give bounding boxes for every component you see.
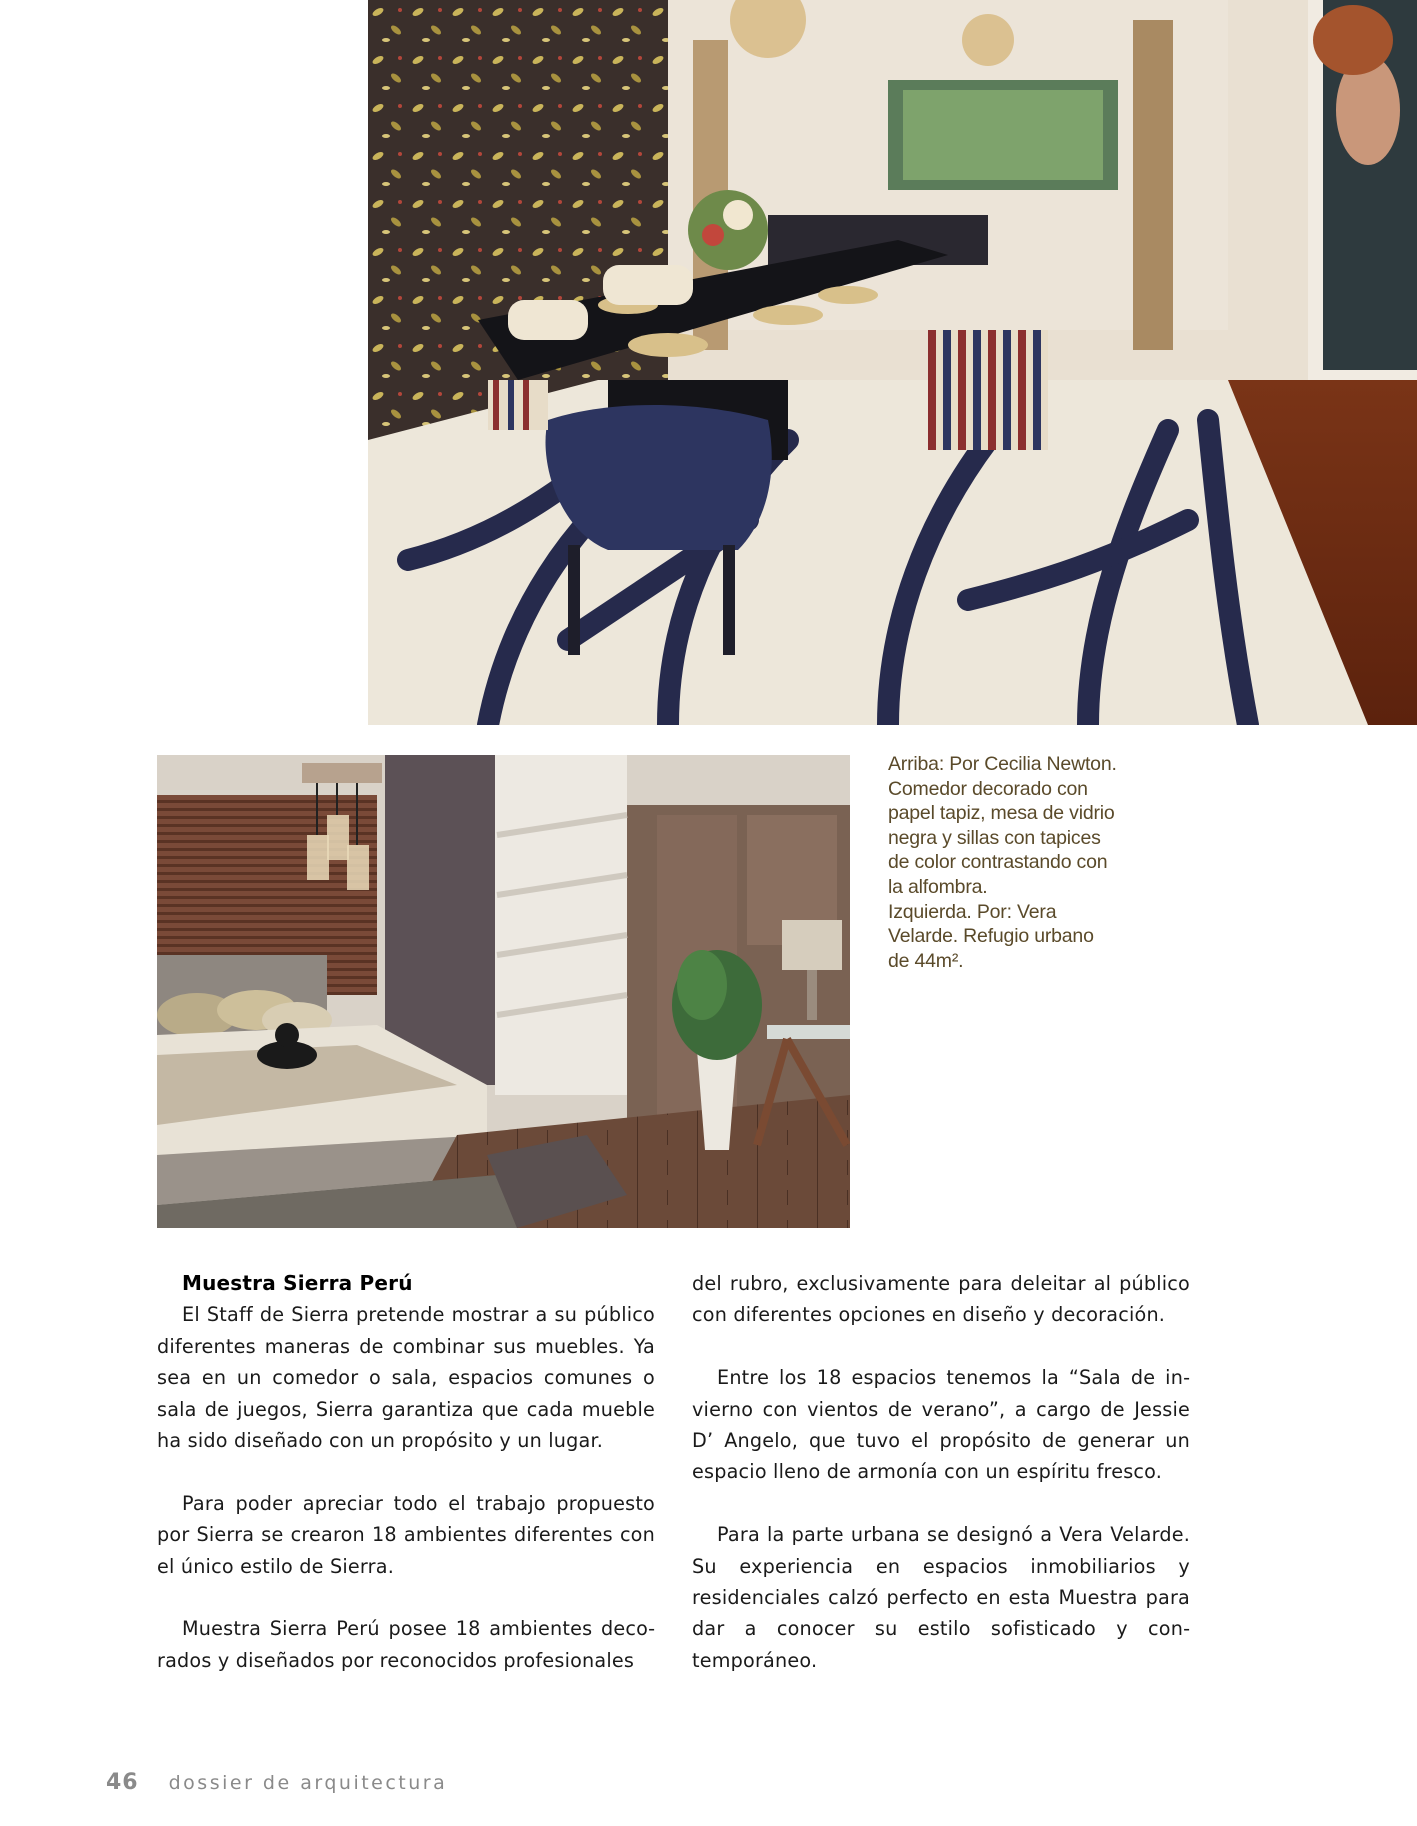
caption-line: la alfombra. — [888, 875, 988, 898]
caption-line: papel tapiz, mesa de vidrio — [888, 802, 1115, 825]
caption-line: negra y sillas con tapices — [888, 826, 1101, 849]
caption-line: Velarde. Refugio urbano — [888, 925, 1094, 948]
article-paragraph: Muestra Sierra Perú posee 18 ambientes decorados y diseñados por reconocidos profesionales — [157, 1617, 655, 1672]
caption-line: Comedor decorado con — [888, 777, 1088, 800]
dining-room-illustration — [368, 0, 1417, 725]
publication-name: dossier de arquitectura — [168, 1772, 448, 1794]
caption-line: Izquierda. Por: Vera — [888, 900, 1057, 923]
caption-line: de color contrastando con — [888, 851, 1108, 874]
article-column-left — [157, 1268, 655, 1708]
page-number: 46 — [106, 1770, 139, 1795]
page-footer — [106, 1770, 447, 1795]
bedroom-photo — [157, 755, 850, 1228]
caption-line: Arriba: Por Cecilia Newton. — [888, 753, 1117, 775]
article-paragraph: Para la parte urbana se designó a Vera Velarde. Su experiencia en espacios inmobiliarios y residenciales calzó perfecto en esta Muestra para dar a conocer su estilo sofisticado y contemporáneo. — [692, 1523, 1190, 1672]
article-paragraph: El Staff de Sierra pretende mostrar a su público diferentes maneras de combinar sus muebles. Ya sea en un comedor o sala, espacios comunes o sala de juegos, Sierra garantiza que cada mueble ha sido diseñado con un propósito y un lugar. — [157, 1303, 655, 1453]
dining-room-photo — [368, 0, 1417, 725]
article-paragraph: del rubro, exclusivamente para deleitar al público con diferentes opciones en diseño y decoración. — [692, 1272, 1190, 1327]
article-paragraph: Entre los 18 espacios tenemos la “Sala de invierno con vientos de verano”, a cargo de Jessie D’ Angelo, que tuvo el propósito de generar un espacio lleno de armonía con un espíritu fresco. — [692, 1366, 1190, 1484]
photo-caption — [888, 752, 1138, 973]
bedroom-illustration — [157, 755, 850, 1228]
article-heading: Muestra Sierra Perú — [182, 1271, 413, 1295]
caption-line: de 44m². — [888, 949, 964, 972]
article-column-right — [692, 1268, 1190, 1708]
article-paragraph: Para poder apreciar todo el trabajo propuesto por Sierra se crearon 18 ambientes diferentes con el único estilo de Sierra. — [157, 1491, 655, 1578]
